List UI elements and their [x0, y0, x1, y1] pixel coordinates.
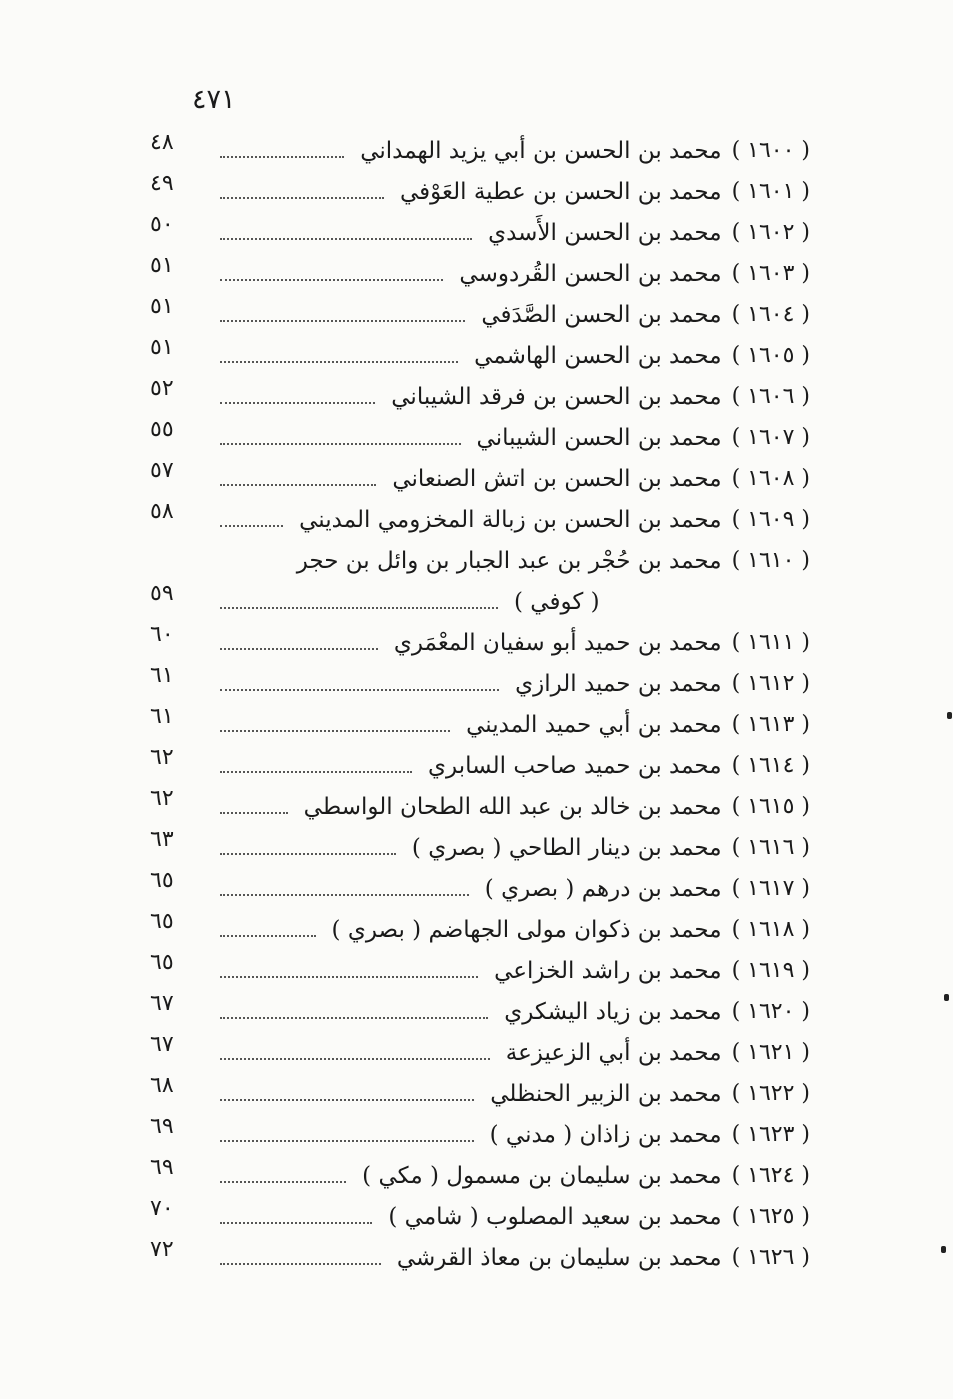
entry-page: ٦٨: [150, 1073, 174, 1098]
toc-entry: [150, 1073, 810, 1114]
entry-number: ( ١٦٢٢ ): [731, 1081, 810, 1106]
entry-number: ( ١٦٠٨ ): [731, 466, 810, 491]
entry-number: ( ١٦٠٢ ): [731, 220, 810, 245]
leader-dots: [220, 648, 378, 650]
leader-dots: [220, 156, 344, 158]
leader-dots: [220, 1222, 372, 1224]
entry-page: ٤٨: [150, 130, 174, 155]
leader-dots: [220, 1017, 488, 1019]
toc-entry: [150, 335, 810, 376]
entry-page: ٥٩: [150, 581, 174, 606]
scan-speck: [944, 994, 949, 1001]
leader-dots: [220, 1099, 474, 1101]
toc-entry: [150, 868, 810, 909]
entry-number: ( ١٦٠٤ ): [731, 302, 810, 327]
toc-entry: [150, 786, 810, 827]
entry-name: محمد بن الحسن الشيباني: [476, 424, 722, 451]
page-number: ٤٧١: [192, 84, 236, 115]
entry-name: محمد بن الحسن الصَّدَفي: [481, 301, 722, 328]
entry-name: محمد بن الحسن الأَسدي: [488, 219, 722, 246]
leader-dots: [220, 894, 469, 896]
entry-page: ٧٠: [150, 1196, 174, 1221]
entry-page: ٧٢: [150, 1237, 174, 1262]
entry-number: ( ١٦٠٧ ): [731, 425, 810, 450]
leader-dots: [220, 361, 458, 363]
toc-entry: [150, 991, 810, 1032]
entry-name: محمد بن زياد اليشكري: [504, 998, 722, 1025]
toc-entry: [150, 1114, 810, 1155]
toc-entry: [150, 745, 810, 786]
entry-name: محمد بن الحسن بن فرقد الشيباني: [391, 383, 722, 410]
toc-entry: [150, 1196, 810, 1237]
leader-dots: [220, 484, 376, 486]
entry-page: ٥٢: [150, 376, 174, 401]
leader-dots: [220, 197, 384, 199]
entry-page: ٦١: [150, 704, 174, 729]
toc-entry: [150, 417, 810, 458]
entry-number: ( ١٦١٤ ): [731, 753, 810, 778]
toc-entry: [150, 540, 810, 622]
leader-dots: [220, 1263, 381, 1265]
table-of-contents: [150, 130, 810, 1278]
entry-page: ٦٥: [150, 868, 174, 893]
entry-page: ٥١: [150, 253, 174, 278]
leader-dots: [220, 1181, 346, 1183]
toc-entry: [150, 827, 810, 868]
toc-entry: [150, 171, 810, 212]
toc-entry: [150, 1237, 810, 1278]
entry-number: ( ١٦٢٥ ): [731, 1204, 810, 1229]
entry-page: ٦٢: [150, 745, 174, 770]
entry-name: محمد بن حُجْر بن عبد الجبار بن وائل بن حجر: [296, 547, 722, 574]
entry-name: محمد بن أبي حميد المديني: [466, 711, 722, 738]
entry-page: ٦١: [150, 663, 174, 688]
entry-number: ( ١٦٢٤ ): [731, 1163, 810, 1188]
entry-name: محمد بن دينار الطاحي ( بصري ): [411, 834, 722, 861]
entry-page: ٦٧: [150, 991, 174, 1016]
entry-name: محمد بن حميد أبو سفيان المعْمَري: [393, 629, 722, 656]
entry-number: ( ١٦٠٥ ): [731, 343, 810, 368]
leader-dots: [220, 320, 465, 322]
entry-number: ( ١٦٠٠ ): [731, 138, 810, 163]
entry-number: ( ١٦٢٣ ): [731, 1122, 810, 1147]
leader-dots: [220, 279, 443, 281]
toc-entry: [150, 499, 810, 540]
leader-dots: [220, 771, 412, 773]
entry-page: ٦٣: [150, 827, 174, 852]
entry-page: ٥٨: [150, 499, 174, 524]
entry-number: ( ١٦١٠ ): [731, 548, 810, 573]
toc-entry: [150, 376, 810, 417]
toc-entry: [150, 622, 810, 663]
entry-page: ٦٠: [150, 622, 174, 647]
entry-number: ( ١٦١٧ ): [731, 876, 810, 901]
entry-number: ( ١٦١٨ ): [731, 917, 810, 942]
entry-page: ٦٩: [150, 1114, 174, 1139]
entry-number: ( ١٦١٢ ): [731, 671, 810, 696]
leader-dots: [220, 238, 472, 240]
entry-name: محمد بن الحسن بن اتش الصنعاني: [392, 465, 722, 492]
entry-number: ( ١٦٠٦ ): [731, 384, 810, 409]
leader-dots: [220, 976, 478, 978]
entry-name: محمد بن الزبير الحنظلي: [490, 1080, 722, 1107]
leader-dots: [220, 935, 316, 937]
entry-number: ( ١٦١٩ ): [731, 958, 810, 983]
entry-name: محمد بن حميد الرازي: [515, 670, 722, 697]
entry-page: ٥١: [150, 335, 174, 360]
toc-entry: [150, 909, 810, 950]
entry-page: ٦٥: [150, 909, 174, 934]
leader-dots: [220, 812, 288, 814]
entry-name: محمد بن حميد صاحب السابري: [428, 752, 722, 779]
entry-number: ( ١٦٠١ ): [731, 179, 810, 204]
entry-page: ٤٩: [150, 171, 174, 196]
entry-name: محمد بن أبي الزعيزعة: [505, 1039, 722, 1066]
entry-name-continuation: ( كوفي ): [514, 588, 600, 615]
entry-page: ٦٢: [150, 786, 174, 811]
entry-name: محمد بن الحسن بن أبي يزيد الهمداني: [360, 137, 722, 164]
entry-number: ( ١٦٢٦ ): [731, 1245, 810, 1270]
entry-page: ٦٧: [150, 1032, 174, 1057]
toc-entry: [150, 950, 810, 991]
entry-number: ( ١٦٢٠ ): [731, 999, 810, 1024]
leader-dots: [220, 443, 461, 445]
leader-dots: [220, 730, 450, 732]
toc-entry: [150, 663, 810, 704]
entry-name: محمد بن درهم ( بصري ): [484, 875, 722, 902]
entry-name: محمد بن الحسن القُردوسي: [459, 260, 722, 287]
entry-name: محمد بن الحسن بن زبالة المخزومي المديني: [299, 506, 722, 533]
leader-dots: [220, 853, 396, 855]
entry-number: ( ١٦١٦ ): [731, 835, 810, 860]
toc-entry: [150, 458, 810, 499]
toc-entry: [150, 704, 810, 745]
toc-entry: [150, 1155, 810, 1196]
leader-dots: [220, 1140, 474, 1142]
entry-number: ( ١٦١٥ ): [731, 794, 810, 819]
entry-name: محمد بن زاذان ( مدني ): [489, 1121, 722, 1148]
entry-page: ٥٠: [150, 212, 174, 237]
leader-dots: [220, 402, 375, 404]
toc-entry: [150, 294, 810, 335]
entry-number: ( ١٦٠٩ ): [731, 507, 810, 532]
entry-page: ٥٧: [150, 458, 174, 483]
entry-page: ٦٩: [150, 1155, 174, 1180]
entry-name: محمد بن سليمان بن معاذ القرشي: [396, 1244, 722, 1271]
entry-page: ٥٥: [150, 417, 174, 442]
entry-name: محمد بن سليمان بن مسمول ( مكي ): [362, 1162, 722, 1189]
entry-number: ( ١٦٢١ ): [731, 1040, 810, 1065]
toc-entry: [150, 212, 810, 253]
entry-name: محمد بن خالد بن عبد الله الطحان الواسطي: [303, 793, 722, 820]
entry-name: محمد بن الحسن الهاشمي: [474, 342, 722, 369]
entry-number: ( ١٦١١ ): [731, 630, 810, 655]
entry-page: ٥١: [150, 294, 174, 319]
entry-name: محمد بن ذكوان مولى الجهاضم ( بصري ): [331, 916, 722, 943]
entry-name: محمد بن الحسن بن عطية العَوْفي: [399, 178, 722, 205]
entry-page: ٦٥: [150, 950, 174, 975]
scan-speck: [947, 712, 952, 719]
entry-name: محمد بن راشد الخزاعي: [494, 957, 722, 984]
toc-entry: [150, 1032, 810, 1073]
scan-speck: [941, 1246, 946, 1253]
entry-number: ( ١٦١٣ ): [731, 712, 810, 737]
leader-dots: [220, 689, 499, 691]
entry-name: محمد بن سعيد المصلوب ( شامي ): [388, 1203, 722, 1230]
entry-number: ( ١٦٠٣ ): [731, 261, 810, 286]
leader-dots: [220, 1058, 490, 1060]
leader-dots: [220, 525, 283, 527]
toc-entry: [150, 130, 810, 171]
leader-dots: [220, 607, 498, 609]
toc-entry: [150, 253, 810, 294]
